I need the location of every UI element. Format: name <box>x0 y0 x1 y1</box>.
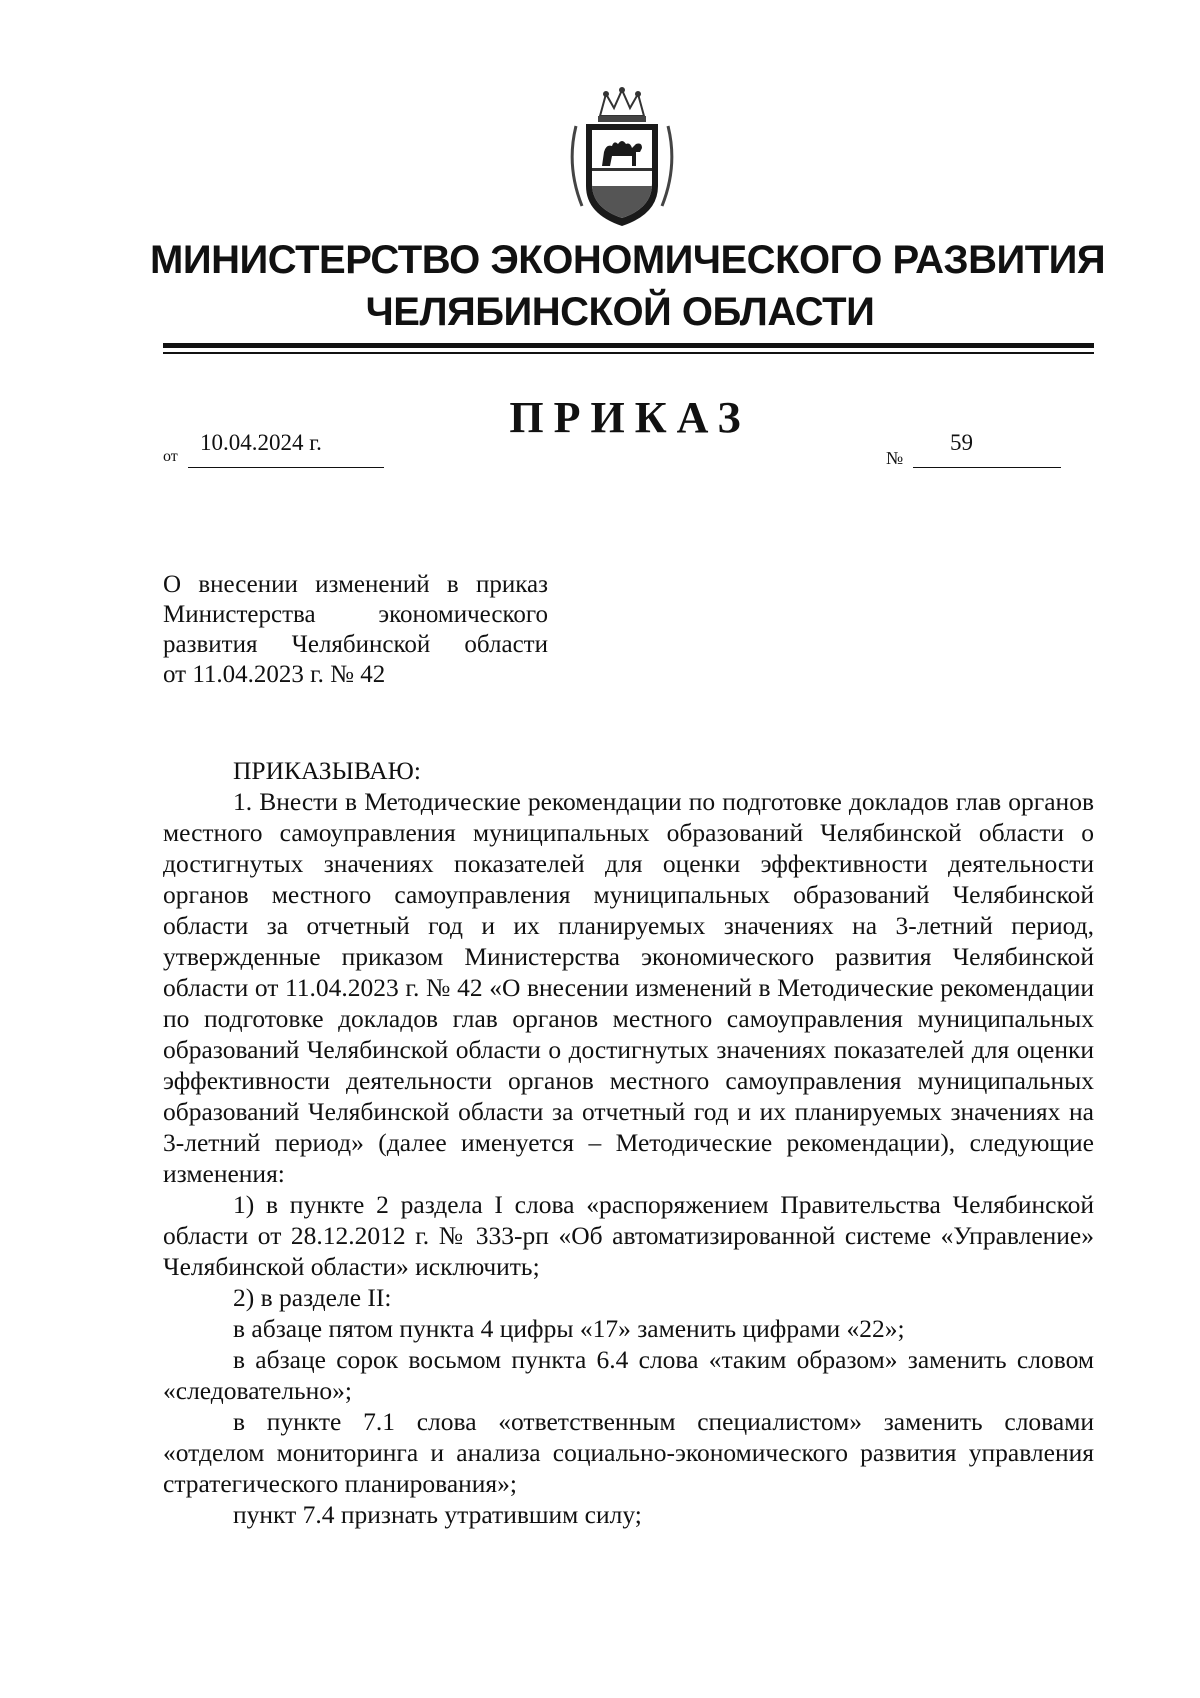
order-number: 59 <box>950 430 973 455</box>
body-paragraph: в абзаце сорок восьмом пункта 6.4 слова «таким образом» заменить словом «следовательно»; <box>163 1345 1094 1405</box>
order-subject <box>163 570 548 690</box>
subject-line: развития Челябинской области <box>163 631 548 658</box>
header-rule-thick <box>163 343 1094 348</box>
subject-line: от 11.04.2023 г. № 42 <box>163 661 386 688</box>
ministry-name-line1: МИНИСТЕРСТВО ЭКОНОМИЧЕСКОГО РАЗВИТИЯ <box>150 238 1106 282</box>
order-body <box>163 755 1094 1530</box>
order-date: 10.04.2024 г. <box>200 430 322 455</box>
body-paragraph: 2) в разделе II: <box>233 1283 392 1312</box>
ministry-name-line2: ЧЕЛЯБИНСКОЙ ОБЛАСТИ <box>365 290 875 334</box>
subject-line: О внесении изменений в приказ <box>163 571 548 598</box>
body-paragraph: в пункте 7.1 слова «ответственным специалистом» заменить словами «отделом мониторинга и анализа социально-экономического развития управления стратегического планирования»; <box>163 1407 1094 1498</box>
body-paragraph: 1. Внести в Методические рекомендации по подготовке докладов глав органов местного самоуправления муниципальных образований Челябинской области о достигнутых значениях показателей для оценки эффективности деятельности органов местного самоуправления муниципальных образований Челябинской области за отчетный год и их планируемых значениях на 3-летний период, утвержденные приказом Министерства экономического развития Челябинской области от 11.04.2023 г. № 42 «О внесении изменений в Методические рекомендации по подготовке докладов глав органов местного самоуправления муниципальных образований Челябинской области о достигнутых значениях показателей для оценки эффективности деятельности органов местного самоуправления муниципальных образований Челябинской области за отчетный год и их планируемых значениях на 3-летний период» (далее именуется – Методические рекомендации), следующие изменения: <box>163 787 1094 1188</box>
header-rule-thin <box>163 352 1094 354</box>
subject-line: Министерства экономического <box>163 601 548 628</box>
document-type-title: ПРИКАЗ <box>509 393 751 442</box>
body-paragraph: в абзаце пятом пункта 4 цифры «17» заменить цифрами «22»; <box>233 1314 905 1343</box>
number-prefix: № <box>886 448 904 468</box>
chelyabinsk-oblast-coat-of-arms-icon <box>562 86 682 230</box>
date-underline <box>188 467 384 468</box>
order-directive: ПРИКАЗЫВАЮ: <box>233 756 421 785</box>
number-underline <box>913 467 1061 468</box>
body-paragraph: 1) в пункте 2 раздела I слова «распоряжением Правительства Челябинской области от 28.12.2012 г. № 333-рп «Об автоматизированной системе «Управление» Челябинской области» исключить; <box>163 1190 1094 1281</box>
body-paragraph: пункт 7.4 признать утратившим силу; <box>233 1500 642 1529</box>
date-prefix: от <box>163 448 178 465</box>
